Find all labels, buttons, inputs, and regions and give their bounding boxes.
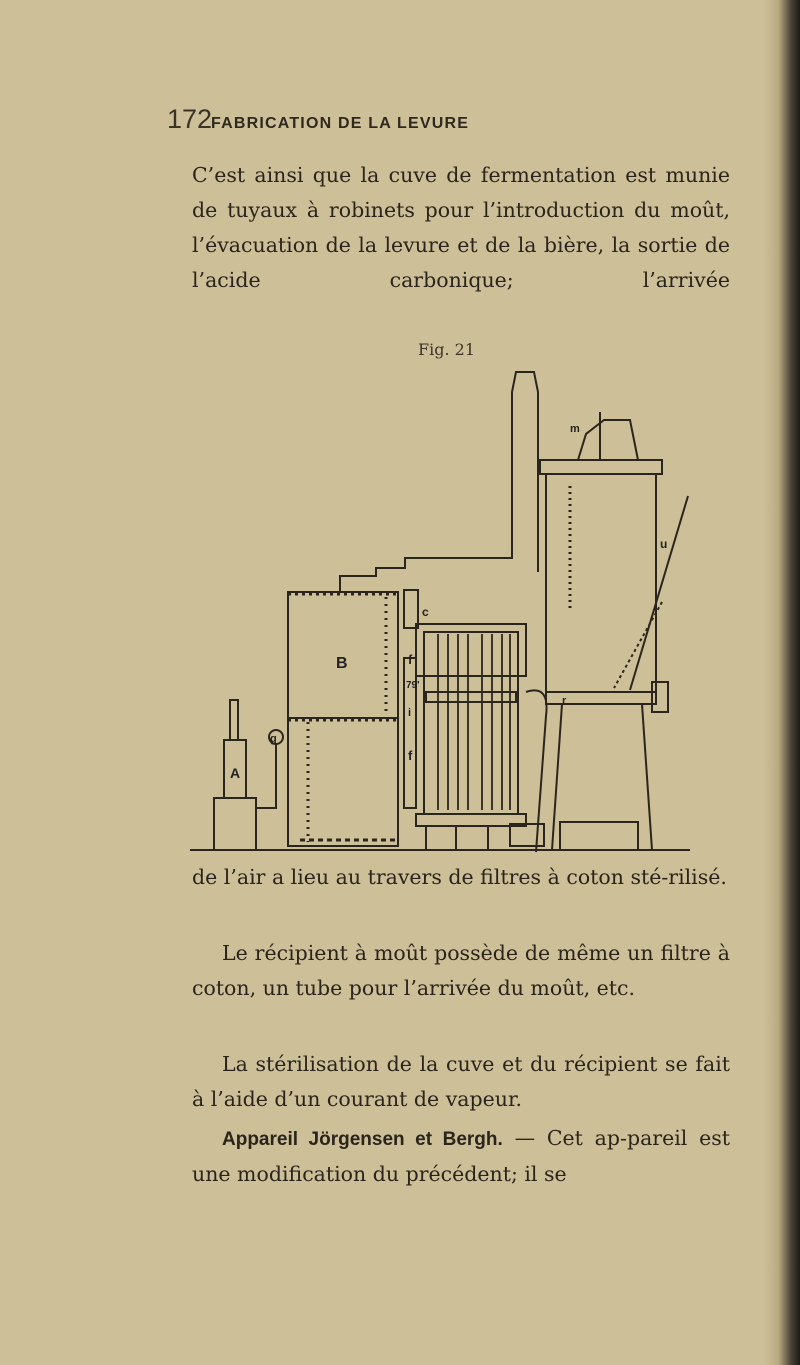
stand-base [560,822,638,850]
column-dome [578,420,638,460]
paragraph-jorgensen-text: — Cet ap-pareil est une modification du précédent; il se [192,1126,731,1186]
figure-caption: Fig. 21 [418,340,475,359]
paragraph-intro: C’est ainsi que la cuve de fermentation est munie de tuyaux à robinets pour l’introduction du moût, l’évacuation de la levure et de la bière, la sortie de l’acide carbonique; l’arrivée [192,163,730,292]
page-header [167,104,727,140]
paragraph-must-vessel: Le récipient à moût possède de même un filtre à coton, un tube pour l’arrivée du moût, etc. [192,941,730,1000]
label-a: A [230,765,241,781]
apparatus-heading: Appareil Jörgensen et Bergh. [222,1129,503,1150]
running-head: FABRICATION DE LA LEVURE [211,115,470,132]
label-g: g [270,733,277,745]
pipe-a-connector [256,744,276,808]
label-i: i [408,707,412,719]
vessel-b-lower [288,718,398,846]
pipe-c-upper [404,590,418,628]
label-m: m [570,423,580,435]
label-u: u [660,537,668,551]
vessel-a-neck [230,700,238,740]
page-number: 172 [167,104,213,134]
label-f-upper: f [408,652,413,667]
paragraph-jorgensen-bergh [192,1121,730,1192]
transfer-pipe [340,372,538,592]
label-f-lower: f [408,748,413,763]
paragraph-air-filters: de l’air a lieu au travers de filtres à coton sté-rilisé. [192,865,727,889]
label-r: r [562,695,567,707]
page-edge-shadow [764,0,800,1365]
label-c: c [422,605,429,619]
figure-apparatus [190,362,730,854]
outlet-valve [510,824,544,846]
column-cap [540,460,662,474]
label-tp: 79' [406,680,420,691]
pipe-u [630,496,688,690]
vessel-a-base [214,798,256,850]
valve-box [652,682,668,712]
label-b: B [336,655,348,672]
apparatus-drawing [190,362,730,854]
paragraph-sterilisation: La stérilisation de la cuve et du récipient se fait à l’aide d’un courant de vapeur. [192,1052,730,1111]
